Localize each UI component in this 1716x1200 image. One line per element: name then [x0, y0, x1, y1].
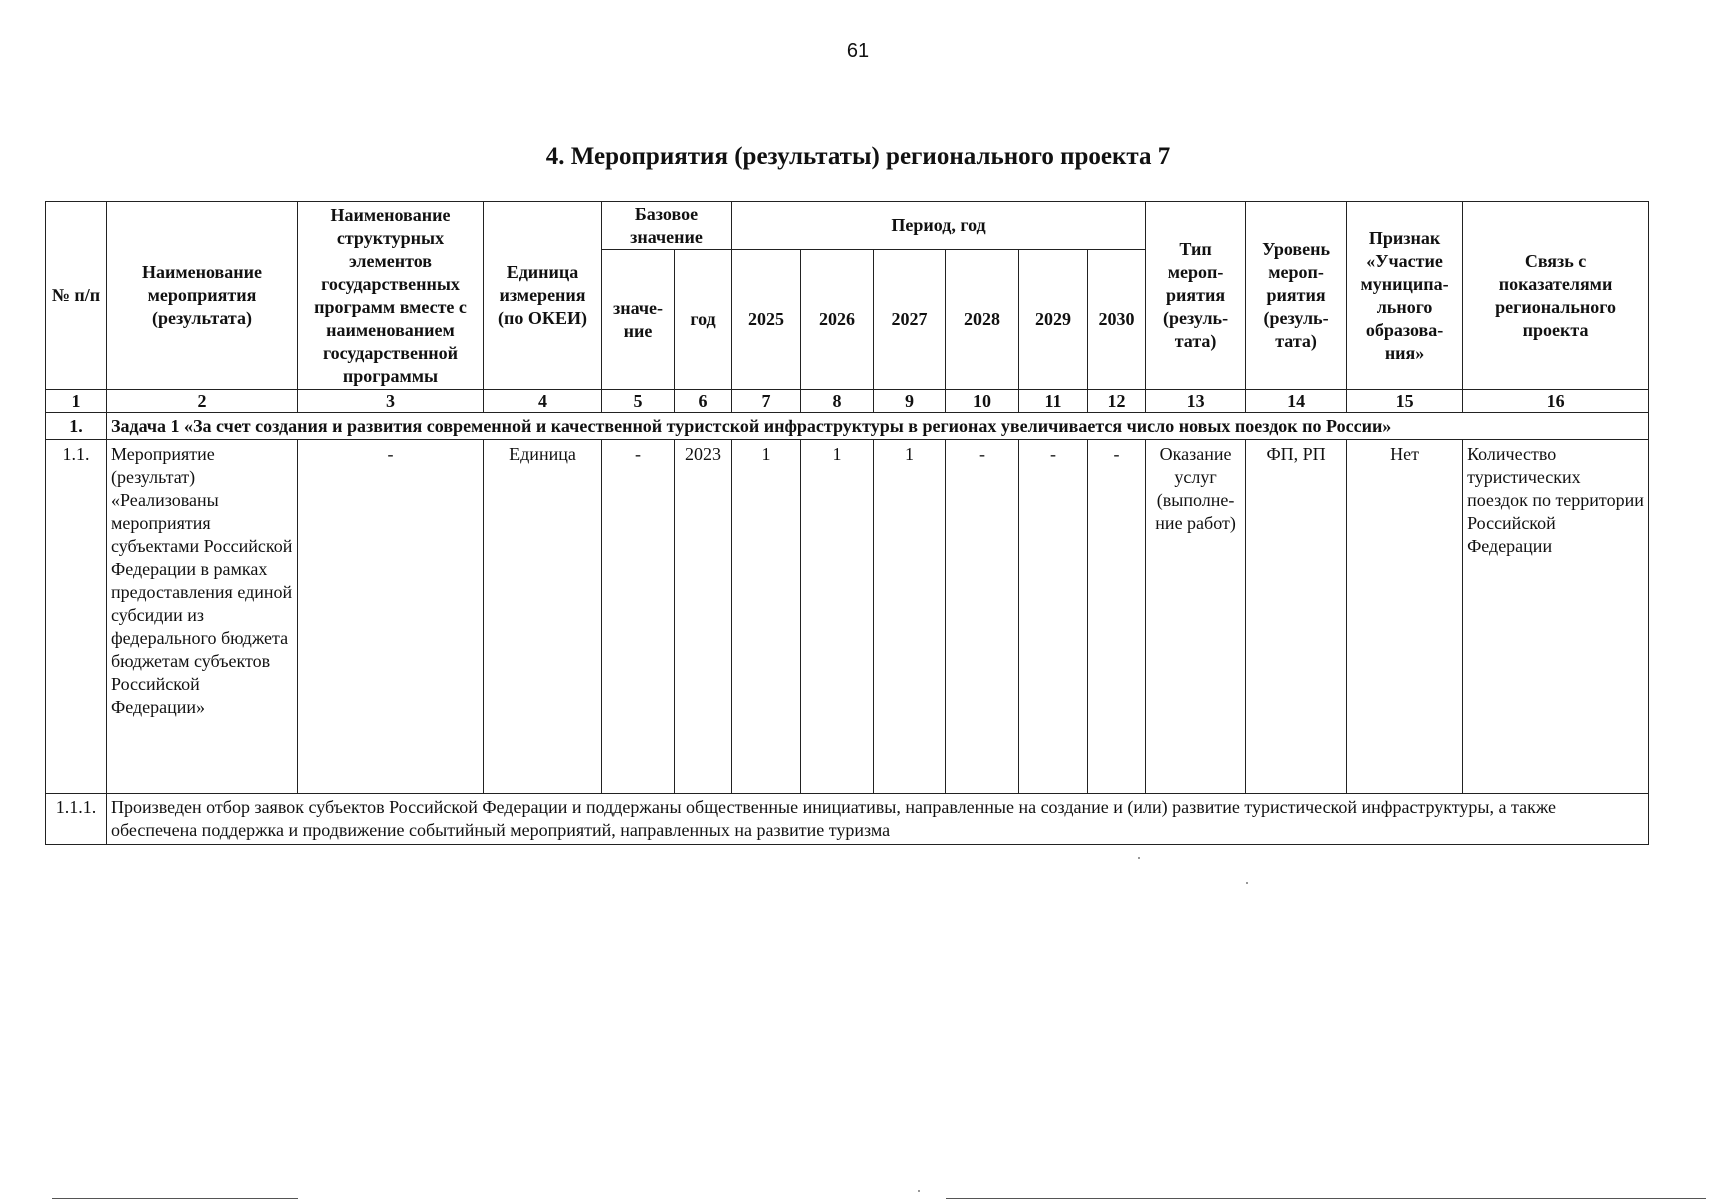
header-year: 2028: [946, 250, 1019, 390]
year-value: -: [1088, 440, 1146, 794]
column-number: 5: [602, 390, 675, 413]
header-year: 2026: [801, 250, 874, 390]
year-value: -: [946, 440, 1019, 794]
column-number: 2: [107, 390, 298, 413]
base-value: -: [602, 440, 675, 794]
scan-speck: [1246, 882, 1248, 884]
header-no: № п/п: [46, 202, 107, 390]
task-number: 1.: [46, 413, 107, 440]
column-numbers-row: [46, 390, 1649, 413]
column-number: 9: [874, 390, 946, 413]
header-unit: Единица измерения (по ОКЕИ): [484, 202, 602, 390]
column-number: 13: [1146, 390, 1246, 413]
table-row: [46, 794, 1649, 845]
column-number: 3: [298, 390, 484, 413]
column-number: 14: [1246, 390, 1347, 413]
column-number: 15: [1347, 390, 1463, 413]
result-name: Мероприятие (результат) «Реализованы мероприятия субъектами Российской Федерации в рамках предоставления единой субсидии из федерального бюджета бюджетам субъектов Российской Федерации»: [107, 440, 298, 794]
column-number: 12: [1088, 390, 1146, 413]
header-year: 2025: [732, 250, 801, 390]
year-value: -: [1019, 440, 1088, 794]
header-year: 2027: [874, 250, 946, 390]
column-number: 16: [1463, 390, 1649, 413]
page-number: 61: [846, 40, 870, 62]
row-number: 1.1.1.: [46, 794, 107, 845]
year-value: 1: [874, 440, 946, 794]
header-year: 2030: [1088, 250, 1146, 390]
scan-edge-line: [52, 1198, 298, 1199]
indicator-link: Количество туристических поездок по территории Российской Федерации: [1463, 440, 1649, 794]
header-period: Период, год: [732, 202, 1146, 250]
struct-element: -: [298, 440, 484, 794]
result-description: Произведен отбор заявок субъектов Российской Федерации и поддержаны общественные инициативы, направленные на создание и (или) развитие туристической инфраструктуры, а также обеспечена поддержка и продвижение событийный мероприятий, направленных на развитие туризма: [107, 794, 1649, 845]
header-municipal: Признак «Участие муниципа-льного образова-ния»: [1347, 202, 1463, 390]
scan-speck: [1138, 857, 1140, 859]
header-base: Базовое значение: [602, 202, 732, 250]
column-number: 1: [46, 390, 107, 413]
base-year: 2023: [675, 440, 732, 794]
task-row: [46, 413, 1649, 440]
header-type: Тип мероп-риятия (резуль-тата): [1146, 202, 1246, 390]
header-name: Наименование мероприятия (результата): [107, 202, 298, 390]
result-level: ФП, РП: [1246, 440, 1347, 794]
header-level: Уровень мероп-риятия (резуль-тата): [1246, 202, 1347, 390]
task-text: Задача 1 «За счет создания и развития современной и качественной туристской инфраструктуры в регионах увеличивается число новых поездок по России»: [107, 413, 1649, 440]
projects-table: [45, 201, 1649, 845]
document-title: 4. Мероприятия (результаты) регионального проекта 7: [545, 143, 1171, 170]
header-base-year: год: [675, 250, 732, 390]
column-number: 6: [675, 390, 732, 413]
municipal-flag: Нет: [1347, 440, 1463, 794]
header-base-value: значе-ние: [602, 250, 675, 390]
header-struct: Наименование структурных элементов государственных программ вместе с наименованием государственной программы: [298, 202, 484, 390]
result-type: Оказание услуг (выполне-ние работ): [1146, 440, 1246, 794]
row-number: 1.1.: [46, 440, 107, 794]
column-number: 7: [732, 390, 801, 413]
header-year: 2029: [1019, 250, 1088, 390]
scan-edge-line: [946, 1198, 1706, 1199]
year-value: 1: [801, 440, 874, 794]
year-value: 1: [732, 440, 801, 794]
column-number: 8: [801, 390, 874, 413]
unit-value: Единица: [484, 440, 602, 794]
column-number: 10: [946, 390, 1019, 413]
column-number: 11: [1019, 390, 1088, 413]
scan-speck: [918, 1190, 920, 1192]
header-link: Связь с показателями регионального проекта: [1463, 202, 1649, 390]
column-number: 4: [484, 390, 602, 413]
table-row: [46, 440, 1649, 794]
